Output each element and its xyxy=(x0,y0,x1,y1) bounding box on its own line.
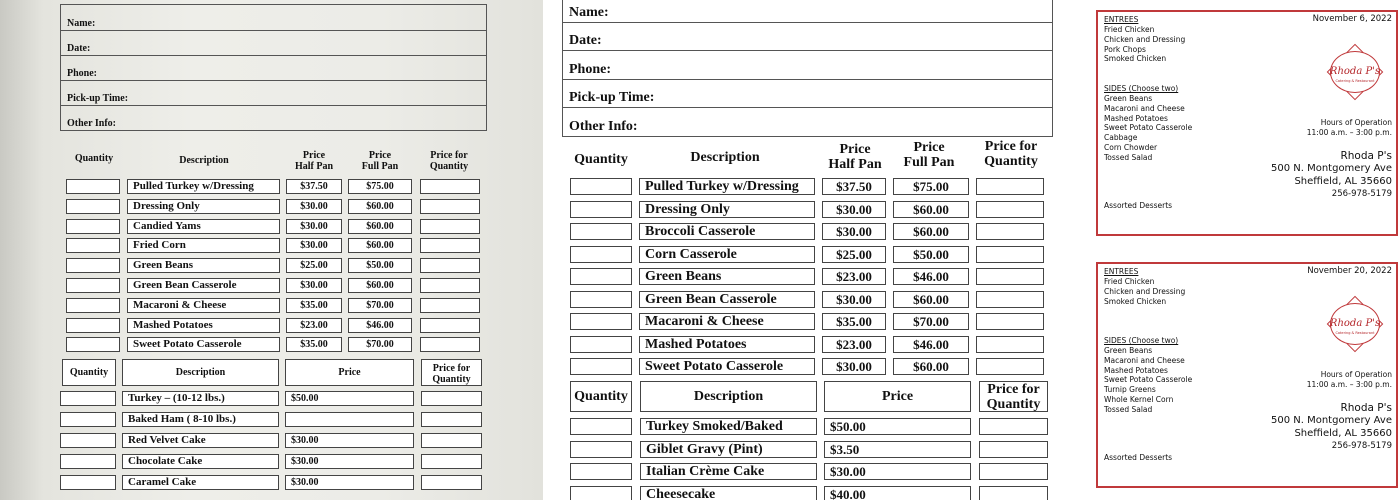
half-pan-price: $37.50 xyxy=(836,179,872,194)
quantity-input[interactable] xyxy=(570,223,632,240)
item-description: Sweet Potato Casserole xyxy=(133,338,242,351)
half-pan-price: $30.00 xyxy=(300,240,328,252)
header-box-description xyxy=(640,381,817,412)
contact-field-row[interactable] xyxy=(563,107,1052,137)
price-for-quantity-input[interactable] xyxy=(976,291,1044,308)
half-pan-price-box xyxy=(822,358,886,375)
item-price-box xyxy=(824,418,971,435)
price-for-quantity-input[interactable] xyxy=(421,412,482,427)
item-price: $30.00 xyxy=(291,435,319,446)
side-item: Sweet Potato Casserole xyxy=(1104,375,1193,385)
item-description-box xyxy=(127,179,280,194)
half-pan-price: $30.00 xyxy=(836,224,872,239)
side-item: Green Beans xyxy=(1104,346,1153,355)
entree-item: Chicken and Dressing xyxy=(1104,286,1186,296)
half-pan-price-box xyxy=(286,179,342,194)
header-quantity: Quantity xyxy=(74,153,114,164)
header-price-full-pan: Price Full Pan xyxy=(361,150,399,172)
half-pan-price: $30.00 xyxy=(300,280,328,291)
header-box-description xyxy=(122,359,279,386)
quantity-input[interactable] xyxy=(570,201,632,218)
item-description-box xyxy=(639,358,815,375)
price-for-quantity-input[interactable] xyxy=(420,199,480,214)
item-description-box xyxy=(639,268,815,285)
entree-item: Fried Chicken xyxy=(1104,25,1155,34)
item-price-box xyxy=(285,475,414,490)
item-description: Red Velvet Cake xyxy=(128,434,206,446)
item-description-box xyxy=(639,246,815,263)
quantity-input[interactable] xyxy=(66,219,120,234)
full-pan-price-box xyxy=(893,201,969,218)
side-item: Corn Chowder xyxy=(1104,143,1158,152)
contact-field-row[interactable] xyxy=(563,79,1052,109)
side-item: Whole Kernel Corn xyxy=(1104,395,1174,404)
item-price-box xyxy=(285,454,414,469)
price-for-quantity-input[interactable] xyxy=(420,318,480,333)
price-for-quantity-input[interactable] xyxy=(979,486,1048,500)
item-description: Green Beans xyxy=(133,259,193,272)
full-pan-price: $70.00 xyxy=(913,314,949,329)
full-pan-price: $46.00 xyxy=(913,336,949,352)
scanned-order-form xyxy=(543,0,1090,500)
business-logo xyxy=(1324,293,1386,355)
item-description: Mashed Potatoes xyxy=(645,336,747,352)
full-pan-price: $46.00 xyxy=(366,319,394,331)
contact-field-row[interactable] xyxy=(61,80,486,106)
half-pan-price: $30.00 xyxy=(836,291,872,307)
item-price: $50.00 xyxy=(291,393,319,404)
full-pan-price: $46.00 xyxy=(913,269,949,284)
half-pan-price: $35.00 xyxy=(300,339,328,351)
hours-title: Hours of Operation xyxy=(1320,118,1392,127)
entree-item: Smoked Chicken xyxy=(1104,54,1167,64)
full-pan-price: $75.00 xyxy=(913,179,949,194)
logo-tagline: Catering & Restaurant xyxy=(1335,79,1375,83)
full-pan-price-box xyxy=(348,278,412,293)
price-for-quantity-input[interactable] xyxy=(976,223,1044,240)
business-city: Sheffield, AL 35660 xyxy=(1294,176,1392,187)
contact-info-block xyxy=(562,0,1053,137)
full-pan-price-box xyxy=(348,238,412,253)
item-price-box xyxy=(285,391,414,406)
item-price: $30.00 xyxy=(291,477,319,488)
price-for-quantity-input[interactable] xyxy=(976,268,1044,285)
item-description: Chocolate Cake xyxy=(128,455,203,467)
half-pan-price-box xyxy=(822,178,886,195)
side-item: Tossed Salad xyxy=(1104,152,1153,162)
header-price-for-quantity: Price for Quantity xyxy=(986,382,1041,413)
item-description: Macaroni & Cheese xyxy=(133,298,227,311)
full-pan-price-box xyxy=(348,337,412,352)
hours-title: Hours of Operation xyxy=(1320,370,1392,379)
business-name: Rhoda P's xyxy=(1340,402,1392,414)
contact-field-label: Other Info: xyxy=(569,118,638,134)
item-price-box xyxy=(285,412,414,427)
item-description-box xyxy=(640,418,817,435)
menu-date: November 20, 2022 xyxy=(1307,266,1392,276)
header-quantity: Quantity xyxy=(574,152,628,167)
price-for-quantity-input[interactable] xyxy=(420,258,480,273)
full-pan-price-box xyxy=(893,223,969,240)
quantity-input[interactable] xyxy=(570,441,632,458)
logo-tagline: Catering & Restaurant xyxy=(1335,331,1375,335)
side-item: Turnip Greens xyxy=(1104,385,1156,395)
item-description: Pulled Turkey w/Dressing xyxy=(645,179,799,194)
item-description: Turkey Smoked/Baked xyxy=(646,419,783,434)
contact-field-label: Pick-up Time: xyxy=(67,93,129,104)
contact-info-block xyxy=(60,4,487,131)
item-description-box xyxy=(122,454,279,469)
side-item: Cabbage xyxy=(1104,133,1138,143)
half-pan-price: $35.00 xyxy=(300,299,328,311)
photographed-order-form xyxy=(0,0,543,500)
item-description: Dressing Only xyxy=(645,201,730,217)
item-description-box xyxy=(639,336,815,353)
header-price-for-quantity: Price for Quantity xyxy=(432,363,471,385)
hours-value: 11:00 a.m. – 3:00 p.m. xyxy=(1306,380,1392,389)
header-price-half-pan: Price Half Pan xyxy=(828,142,882,173)
half-pan-price-box xyxy=(822,268,886,285)
half-pan-price-box xyxy=(286,238,342,253)
side-item: Macaroni and Cheese xyxy=(1104,103,1185,113)
quantity-input[interactable] xyxy=(60,391,116,406)
quantity-input[interactable] xyxy=(66,238,120,253)
contact-field-row[interactable] xyxy=(563,22,1052,52)
contact-field-label: Phone: xyxy=(67,68,97,79)
item-description: Broccoli Casserole xyxy=(645,224,756,239)
item-price-box xyxy=(824,486,971,500)
full-pan-price-box xyxy=(893,268,969,285)
item-price: $40.00 xyxy=(830,486,866,500)
full-pan-price-box xyxy=(893,313,969,330)
half-pan-price-box xyxy=(286,258,342,273)
full-pan-price-box xyxy=(348,199,412,214)
contact-field-row[interactable] xyxy=(61,5,486,31)
entree-item: Fried Chicken xyxy=(1104,277,1155,286)
item-description: Caramel Cake xyxy=(128,476,197,488)
item-description-box xyxy=(640,463,817,480)
full-pan-price: $60.00 xyxy=(913,201,949,217)
item-description-box xyxy=(127,238,280,253)
logo-name: Rhoda P's xyxy=(1329,66,1381,77)
full-pan-price: $60.00 xyxy=(366,220,394,232)
item-description-box xyxy=(127,258,280,273)
header-box-quantity xyxy=(570,381,632,412)
header-price: Price xyxy=(881,389,914,404)
header-quantity: Quantity xyxy=(69,367,109,378)
half-pan-price-box xyxy=(822,291,886,308)
item-description: Giblet Gravy (Pint) xyxy=(646,441,763,457)
full-pan-price-box xyxy=(893,358,969,375)
item-description-box xyxy=(127,278,280,293)
item-description: Green Bean Casserole xyxy=(133,279,237,291)
item-description-box xyxy=(122,391,279,406)
desserts-line: Assorted Desserts xyxy=(1104,453,1173,462)
business-name: Rhoda P's xyxy=(1340,150,1392,162)
item-description: Green Beans xyxy=(645,269,722,284)
price-for-quantity-input[interactable] xyxy=(420,179,480,194)
quantity-input[interactable] xyxy=(60,433,116,448)
header-price-for-quantity: Price for Quantity xyxy=(429,150,469,172)
item-description-box xyxy=(639,223,815,240)
full-pan-price-box xyxy=(893,336,969,353)
item-description-box xyxy=(640,441,817,458)
contact-field-label: Other Info: xyxy=(67,118,116,129)
quantity-input[interactable] xyxy=(66,337,120,352)
header-price-for-quantity: Price for Quantity xyxy=(984,139,1038,170)
half-pan-price-box xyxy=(822,313,886,330)
item-description: Fried Corn xyxy=(133,239,186,252)
header-box-price xyxy=(285,359,414,386)
business-logo xyxy=(1324,41,1386,103)
price-for-quantity-input[interactable] xyxy=(976,246,1044,263)
price-for-quantity-input[interactable] xyxy=(421,433,482,448)
price-for-quantity-input[interactable] xyxy=(976,201,1044,218)
header-quantity: Quantity xyxy=(574,389,628,404)
entrees-heading: ENTREES xyxy=(1104,15,1139,24)
item-price: $3.50 xyxy=(830,441,860,457)
business-phone: 256-978-5179 xyxy=(1331,441,1392,451)
item-description: Mashed Potatoes xyxy=(133,318,213,331)
item-price: $50.00 xyxy=(830,419,866,434)
half-pan-price: $30.00 xyxy=(300,220,328,232)
half-pan-price: $30.00 xyxy=(300,200,328,212)
header-description: Description xyxy=(690,150,760,165)
item-description-box xyxy=(127,318,280,333)
price-for-quantity-input[interactable] xyxy=(420,219,480,234)
menu-card xyxy=(1096,262,1398,488)
item-description-box xyxy=(127,219,280,234)
price-for-quantity-input[interactable] xyxy=(421,391,482,406)
item-description: Dressing Only xyxy=(133,199,200,212)
price-for-quantity-input[interactable] xyxy=(979,463,1048,480)
contact-field-label: Name: xyxy=(569,4,609,20)
full-pan-price: $70.00 xyxy=(366,339,394,351)
header-box-price-for-quantity xyxy=(979,381,1048,412)
item-description-box xyxy=(639,313,815,330)
item-price-box xyxy=(824,441,971,458)
half-pan-price-box xyxy=(822,201,886,218)
full-pan-price-box xyxy=(893,246,969,263)
contact-field-row[interactable] xyxy=(563,0,1052,23)
item-price: $30.00 xyxy=(291,456,319,467)
entree-item: Chicken and Dressing xyxy=(1104,34,1186,44)
half-pan-price: $37.50 xyxy=(300,181,328,192)
side-item: Mashed Potatoes xyxy=(1104,365,1168,375)
item-description-box xyxy=(127,337,280,352)
full-pan-price-box xyxy=(348,258,412,273)
price-for-quantity-input[interactable] xyxy=(420,238,480,253)
desserts-line: Assorted Desserts xyxy=(1104,201,1173,210)
menu-card xyxy=(1096,10,1398,236)
quantity-input[interactable] xyxy=(570,291,632,308)
item-price: $30.00 xyxy=(830,464,866,479)
half-pan-price: $23.00 xyxy=(836,269,872,284)
half-pan-price: $25.00 xyxy=(300,260,328,272)
contact-field-label: Date: xyxy=(569,33,602,48)
half-pan-price-box xyxy=(286,298,342,313)
quantity-input[interactable] xyxy=(66,258,120,273)
half-pan-price-box xyxy=(286,199,342,214)
quantity-input[interactable] xyxy=(60,475,116,490)
side-item: Mashed Potatoes xyxy=(1104,113,1168,123)
item-description-box xyxy=(122,433,279,448)
sides-heading: SIDES (Choose two) xyxy=(1104,84,1179,93)
item-description: Macaroni & Cheese xyxy=(645,314,764,329)
item-description: Cheesecake xyxy=(646,486,716,500)
full-pan-price-box xyxy=(348,318,412,333)
header-price: Price xyxy=(338,367,361,378)
half-pan-price-box xyxy=(286,278,342,293)
item-description: Pulled Turkey w/Dressing xyxy=(133,180,254,192)
half-pan-price: $30.00 xyxy=(836,201,872,217)
full-pan-price: $60.00 xyxy=(913,291,949,307)
header-description: Description xyxy=(693,389,764,404)
quantity-input[interactable] xyxy=(66,278,120,293)
quantity-input[interactable] xyxy=(570,358,632,375)
header-box-quantity xyxy=(62,359,116,386)
menu-cards-panel xyxy=(1090,0,1400,500)
contact-field-label: Date: xyxy=(67,43,91,54)
quantity-input[interactable] xyxy=(570,313,632,330)
half-pan-price: $23.00 xyxy=(300,319,328,331)
item-description: Green Bean Casserole xyxy=(645,291,777,307)
item-description: Baked Ham ( 8-10 lbs.) xyxy=(128,413,236,425)
full-pan-price: $60.00 xyxy=(913,224,949,239)
full-pan-price-box xyxy=(893,291,969,308)
contact-field-row[interactable] xyxy=(563,50,1052,80)
item-description-box xyxy=(639,178,815,195)
half-pan-price: $23.00 xyxy=(836,336,872,352)
side-item: Macaroni and Cheese xyxy=(1104,355,1185,365)
quantity-input[interactable] xyxy=(570,268,632,285)
header-box-price xyxy=(824,381,971,412)
quantity-input[interactable] xyxy=(570,178,632,195)
full-pan-price: $70.00 xyxy=(366,299,394,311)
header-description: Description xyxy=(179,155,229,166)
entree-item: Smoked Chicken xyxy=(1104,296,1167,306)
quantity-input[interactable] xyxy=(66,318,120,333)
price-for-quantity-input[interactable] xyxy=(979,441,1048,458)
full-pan-price-box xyxy=(348,179,412,194)
item-description-box xyxy=(122,475,279,490)
item-description-box xyxy=(640,486,817,500)
full-pan-price-box xyxy=(348,298,412,313)
price-for-quantity-input[interactable] xyxy=(976,178,1044,195)
side-item: Green Beans xyxy=(1104,94,1153,103)
quantity-input[interactable] xyxy=(570,463,632,480)
price-for-quantity-input[interactable] xyxy=(420,278,480,293)
header-box-price-for-quantity xyxy=(421,359,482,386)
half-pan-price: $30.00 xyxy=(836,359,872,374)
entree-item: Pork Chops xyxy=(1104,44,1146,54)
price-for-quantity-input[interactable] xyxy=(976,336,1044,353)
item-description-box xyxy=(127,298,280,313)
item-description-box xyxy=(639,291,815,308)
full-pan-price: $60.00 xyxy=(913,359,949,374)
price-for-quantity-input[interactable] xyxy=(976,358,1044,375)
entrees-heading: ENTREES xyxy=(1104,267,1139,276)
full-pan-price-box xyxy=(893,178,969,195)
price-for-quantity-input[interactable] xyxy=(979,418,1048,435)
contact-field-row[interactable] xyxy=(61,30,486,56)
quantity-input[interactable] xyxy=(570,418,632,435)
business-city: Sheffield, AL 35660 xyxy=(1294,428,1392,439)
quantity-input[interactable] xyxy=(570,486,632,500)
quantity-input[interactable] xyxy=(60,412,116,427)
business-street: 500 N. Montgomery Ave xyxy=(1270,415,1392,426)
logo-name: Rhoda P's xyxy=(1329,318,1381,329)
side-item: Sweet Potato Casserole xyxy=(1104,123,1193,133)
contact-field-label: Phone: xyxy=(569,61,611,77)
quantity-input[interactable] xyxy=(60,454,116,469)
item-description-box xyxy=(639,201,815,218)
item-description: Turkey – (10-12 lbs.) xyxy=(128,392,225,404)
half-pan-price: $35.00 xyxy=(836,314,872,329)
business-street: 500 N. Montgomery Ave xyxy=(1270,163,1392,174)
item-price-box xyxy=(824,463,971,480)
item-description: Sweet Potato Casserole xyxy=(645,359,784,374)
contact-field-row[interactable] xyxy=(61,105,486,131)
item-description: Italian Crème Cake xyxy=(646,464,765,479)
menu-date: November 6, 2022 xyxy=(1312,14,1392,24)
half-pan-price-box xyxy=(822,246,886,263)
full-pan-price: $60.00 xyxy=(366,200,394,212)
full-pan-price: $60.00 xyxy=(366,240,394,252)
full-pan-price: $75.00 xyxy=(366,181,394,192)
business-phone: 256-978-5179 xyxy=(1331,189,1392,199)
header-description: Description xyxy=(175,367,226,378)
price-for-quantity-input[interactable] xyxy=(420,298,480,313)
item-price-box xyxy=(285,433,414,448)
price-for-quantity-input[interactable] xyxy=(420,337,480,352)
price-for-quantity-input[interactable] xyxy=(421,475,482,490)
item-description: Candied Yams xyxy=(133,219,201,232)
half-pan-price-box xyxy=(286,318,342,333)
full-pan-price: $60.00 xyxy=(366,280,394,291)
contact-field-label: Pick-up Time: xyxy=(569,90,655,105)
half-pan-price: $25.00 xyxy=(836,246,872,262)
item-description: Corn Casserole xyxy=(645,246,737,262)
quantity-input[interactable] xyxy=(570,246,632,263)
contact-field-row[interactable] xyxy=(61,55,486,81)
header-price-half-pan: Price Half Pan xyxy=(294,150,334,172)
full-pan-price: $50.00 xyxy=(913,246,949,262)
item-description-box xyxy=(122,412,279,427)
full-pan-price-box xyxy=(348,219,412,234)
full-pan-price: $50.00 xyxy=(366,260,394,272)
item-description-box xyxy=(127,199,280,214)
quantity-input[interactable] xyxy=(66,199,120,214)
contact-field-label: Name: xyxy=(67,18,96,29)
header-price-full-pan: Price Full Pan xyxy=(903,140,955,171)
sides-heading: SIDES (Choose two) xyxy=(1104,336,1179,345)
price-for-quantity-input[interactable] xyxy=(976,313,1044,330)
quantity-input[interactable] xyxy=(66,179,120,194)
half-pan-price-box xyxy=(286,337,342,352)
quantity-input[interactable] xyxy=(570,336,632,353)
half-pan-price-box xyxy=(822,223,886,240)
quantity-input[interactable] xyxy=(66,298,120,313)
price-for-quantity-input[interactable] xyxy=(421,454,482,469)
side-item: Tossed Salad xyxy=(1104,404,1153,414)
half-pan-price-box xyxy=(822,336,886,353)
hours-value: 11:00 a.m. – 3:00 p.m. xyxy=(1306,128,1392,137)
half-pan-price-box xyxy=(286,219,342,234)
